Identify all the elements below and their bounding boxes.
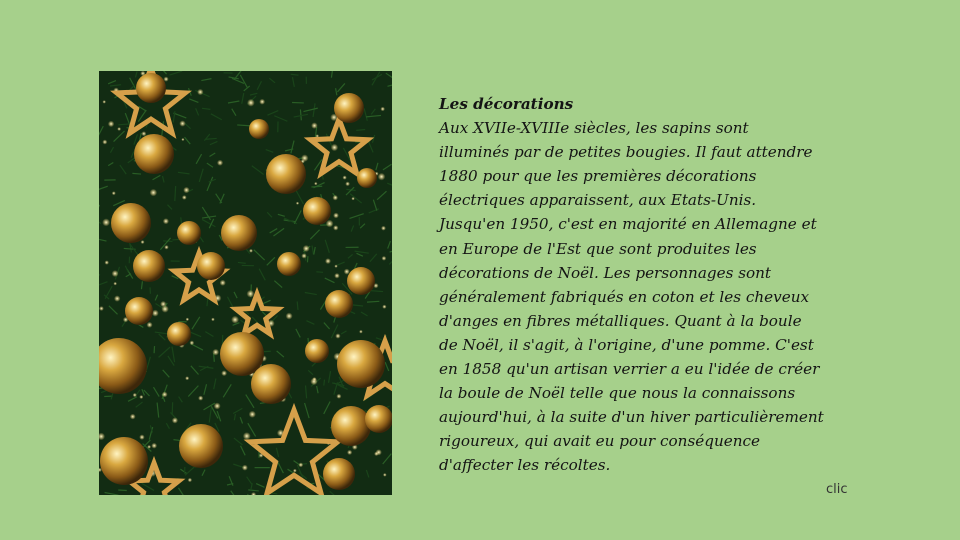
slide-title: Les décorations bbox=[439, 95, 574, 113]
gold-ball-ornament bbox=[331, 406, 371, 446]
gold-ball-ornament bbox=[179, 424, 223, 468]
body-line: électriques apparaissent, aux Etats-Unis. bbox=[439, 191, 757, 210]
gold-ball-ornament bbox=[167, 322, 191, 346]
body-text bbox=[439, 116, 859, 477]
body-line: d'affecter les récoltes. bbox=[439, 456, 611, 475]
gold-ball-ornament bbox=[249, 119, 269, 139]
body-line: Aux XVIIe-XVIIIe siècles, les sapins sont bbox=[439, 119, 749, 138]
body-line: illuminés par de petites bougies. Il faut attendre bbox=[439, 143, 813, 162]
gold-ball-ornament bbox=[357, 168, 377, 188]
gold-ball-ornament bbox=[277, 252, 301, 276]
christmas-tree-image bbox=[99, 71, 392, 495]
text-content bbox=[439, 92, 859, 478]
gold-ball-ornament bbox=[325, 290, 353, 318]
gold-ball-ornament bbox=[136, 73, 166, 103]
gold-ball-ornament bbox=[177, 221, 201, 245]
christmas-tree-photo bbox=[99, 71, 392, 495]
body-line: en Europe de l'Est que sont produites les bbox=[439, 239, 757, 258]
clic-link[interactable]: clic bbox=[826, 482, 848, 497]
gold-ball-ornament bbox=[266, 154, 306, 194]
gold-ball-ornament bbox=[134, 134, 174, 174]
body-line: 1880 pour que les premières décorations bbox=[439, 167, 757, 186]
gold-ball-ornament bbox=[334, 93, 364, 123]
gold-ball-ornament bbox=[337, 340, 385, 388]
gold-ball-ornament bbox=[305, 339, 329, 363]
gold-ball-ornament bbox=[251, 364, 291, 404]
body-line: aujourd'hui, à la suite d'un hiver particulièrement bbox=[439, 408, 824, 427]
body-line: Jusqu'en 1950, c'est en majorité en Allemagne et bbox=[439, 215, 817, 234]
gold-ball-ornament bbox=[323, 458, 355, 490]
gold-ball-ornament bbox=[111, 203, 151, 243]
gold-ball-ornament bbox=[347, 267, 375, 295]
gold-ball-ornament bbox=[303, 197, 331, 225]
body-line: la boule de Noël telle que nous la connaissons bbox=[439, 384, 796, 403]
gold-ball-ornament bbox=[100, 437, 148, 485]
body-line: de Noël, il s'agit, à l'origine, d'une pomme. C'est bbox=[439, 335, 814, 354]
gold-ball-ornament bbox=[125, 297, 153, 325]
gold-ball-ornament bbox=[133, 250, 165, 282]
body-line: rigoureux, qui avait eu pour conséquence bbox=[439, 432, 760, 451]
gold-ball-ornament bbox=[221, 215, 257, 251]
body-line: généralement fabriqués en coton et les cheveux bbox=[439, 287, 810, 306]
gold-ball-ornament bbox=[197, 252, 225, 280]
body-line: décorations de Noël. Les personnages sont bbox=[439, 263, 772, 282]
body-line: en 1858 qu'un artisan verrier a eu l'idée de créer bbox=[439, 360, 820, 379]
gold-ball-ornament bbox=[365, 405, 392, 433]
body-line: d'anges en fibres métalliques. Quant à la boule bbox=[439, 311, 802, 330]
